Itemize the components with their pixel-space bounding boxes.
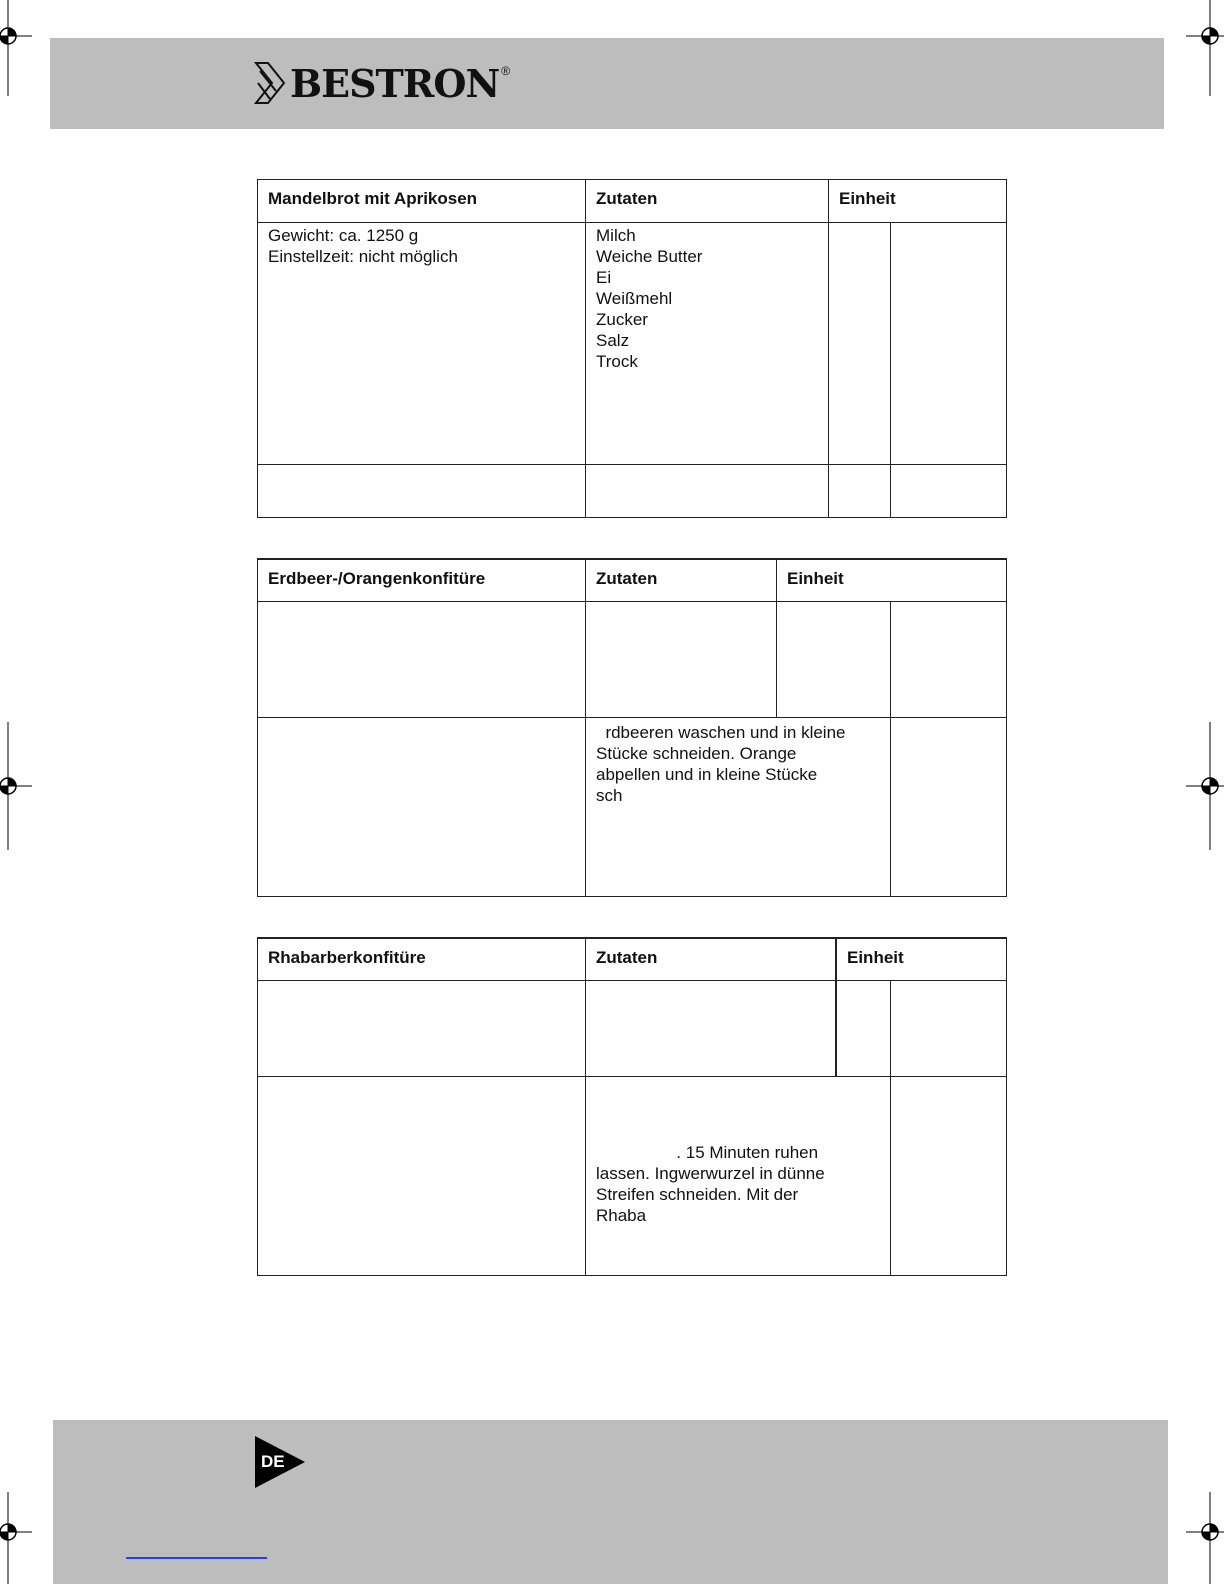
empty-cell [585,464,829,518]
header-band [50,38,1164,129]
ingredients-header: Zutaten [596,189,658,208]
recipe-title-cell [257,179,586,223]
quantity-cell [776,601,891,718]
recipe-info-cell [257,980,586,1077]
instruction-line: abpellen und in kleine Stücke [596,765,818,784]
recipe-title-cell [257,937,586,981]
ingredients-list-cell [585,980,837,1077]
instructions-cell [585,717,891,897]
empty-cell [890,464,1007,518]
ingredient-item: Weiche Butter [596,247,703,266]
ingredients-header-cell [585,937,837,981]
instruction-line: Streifen schneiden. Mit der [596,1185,799,1204]
instruction-line: Rhaba [596,1206,647,1225]
registration-mark-icon [1186,722,1224,850]
ingredients-header: Zutaten [596,948,658,967]
ingredient-item: Zucker [596,310,648,329]
chevron-logo-icon [254,61,288,105]
registration-mark-icon [1186,1492,1224,1584]
ingredient-item: Milch [596,226,636,245]
quantity-cell [828,222,891,465]
recipe-info-cell [257,601,586,718]
registration-mark-icon [0,722,34,850]
ingredients-list-cell [585,601,777,718]
unit-header-cell [835,937,1007,981]
ingredients-list-cell [585,222,829,465]
quantity-cell [835,980,891,1077]
instruction-line: . 15 Minuten ruhen [596,1143,819,1162]
recipe-title: Mandelbrot mit Aprikosen [268,189,478,208]
empty-cell [890,1076,1007,1276]
recipe-title: Erdbeer-/Orangenkonfitüre [268,569,486,588]
language-code: DE [261,1452,285,1471]
ingredients-header-cell [585,179,829,223]
unit-header: Einheit [839,189,896,208]
empty-cell [828,464,891,518]
registered-mark: ® [501,64,511,78]
ingredient-item: Salz [596,331,630,350]
empty-cell [257,1076,586,1276]
ingredient-item: Weißmehl [596,289,673,308]
unit-header-cell [828,179,1007,223]
unit-cell [890,222,1007,465]
recipe-title: Rhabarberkonfitüre [268,948,426,967]
registration-mark-icon [0,0,34,96]
ingredients-header-cell [585,558,777,602]
brand-logo [254,58,510,108]
recipe-title-cell [257,558,586,602]
instruction-line: lassen. Ingwerwurzel in dünne [596,1164,825,1183]
unit-header: Einheit [787,569,844,588]
brand-name: BESTRON [290,60,500,106]
instructions-cell [585,1076,891,1276]
empty-cell [890,717,1007,897]
registration-mark-icon [0,1492,34,1584]
recipe-weight: Gewicht: ca. 1250 g [268,226,419,245]
ingredient-item: Trock [596,352,638,371]
empty-cell [257,464,586,518]
unit-cell [890,601,1007,718]
instruction-line: rdbeeren waschen und in kleine [596,723,846,742]
unit-cell [890,980,1007,1077]
instruction-line: sch [596,786,623,805]
recipe-info-cell [257,222,586,465]
ingredient-item: Ei [596,268,612,287]
unit-header: Einheit [847,948,904,967]
footer-link[interactable] [126,1557,267,1559]
footer-band [53,1420,1168,1584]
empty-cell [257,717,586,897]
language-badge [255,1436,305,1488]
ingredients-header: Zutaten [596,569,658,588]
instruction-line: Stücke schneiden. Orange [596,744,797,763]
recipe-timer-setting: Einstellzeit: nicht möglich [268,247,458,266]
unit-header-cell [776,558,1007,602]
registration-mark-icon [1186,0,1224,96]
